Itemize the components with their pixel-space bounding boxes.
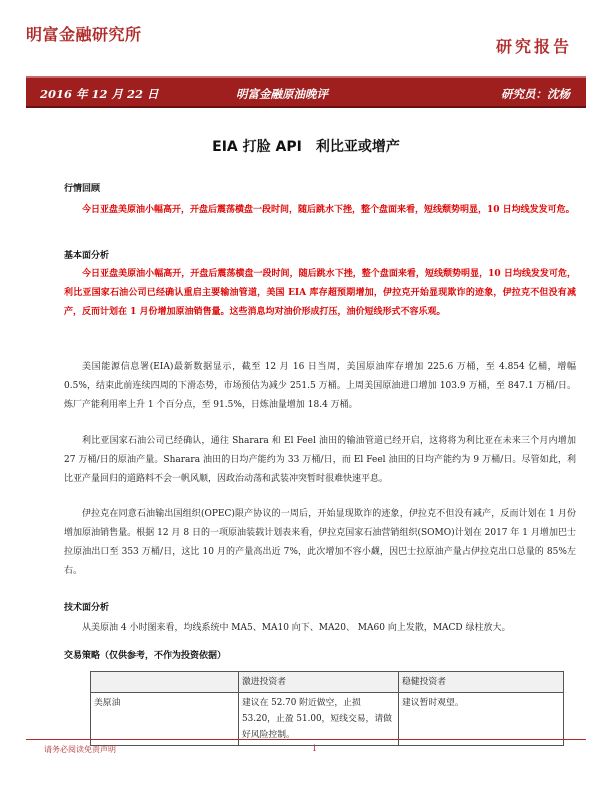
table-header-cell xyxy=(91,672,239,693)
page-number: 1 xyxy=(312,744,318,753)
fundamental-summary-paragraph: 今日亚盘美原油小幅高开，开盘后震荡横盘一段时间，随后跳水下挫，整个盘面来看，短线颓势明显，10 日均线发发可危，利比亚国家石油公司已经确认重启主要输油管道，美国 EIA 库存超预期增加，伊拉克开始显现欺诈的迹象，伊拉克不但没有减产，反而计划在 1 月份增加原油销售量。这些消息均对油价形成打压，油价短线形式不容乐观。 xyxy=(64,269,576,317)
table-cell-aggressive: 建议在 52.70 附近做空，止损 53.20，止盈 51.00，短线交易，请做好风险控制。 xyxy=(239,693,399,746)
section-heading-fundamental: 基本面分析 xyxy=(64,251,110,261)
report-date: 2016 年 12 月 22 日 xyxy=(40,87,159,101)
table-cell-instrument: 美原油 xyxy=(91,693,239,746)
libya-paragraph: 利比亚国家石油公司已经确认，通往 Sharara 和 El Feel 油田的输油管道已经开启，这将将为利比亚在未来三个月内增加 27 万桶/日的原油产量。Sharara 油田的日均产能约为 33 万桶/日，而 El Feel 油田的日均产能约为 9 万桶/日。尽管如此，利比亚产量回归的道路料不会一帆风顺，因政治动荡和武装冲突暂时很难快速平息。 xyxy=(64,436,576,484)
analyst-name: 研究员：沈杨 xyxy=(501,87,570,101)
section-heading-strategy: 交易策略（仅供参考，不作为投资依据） xyxy=(64,651,227,661)
table-header-cell: 激进投资者 xyxy=(239,672,399,693)
technical-paragraph: 从美原油 4 小时图来看，均线系统中 MA5、MA10 向下、MA20、 MA60 向上发散，MACD 绿柱放大。 xyxy=(82,623,511,633)
table-row xyxy=(91,693,564,746)
disclaimer-note: 请务必阅读免责声明 xyxy=(44,745,116,754)
iraq-paragraph: 伊拉克在同意石油输出国组织(OPEC)限产协议的一周后，开始显现欺诈的迹象，伊拉克不但没有减产，反而计划在 1 月份增加原油销售量。根据 12 月 8 日的一项原油装载计划表来看，伊拉克国家石油营销组织(SOMO)计划在 2017 年 1 月增加巴士拉原油出口至 353 万桶/日，这比 10 月的产量高出近 7%，此次增加不容小觑，因巴士拉原油产量占伊拉克出口总量的 85%左右。 xyxy=(64,509,576,576)
strategy-table xyxy=(90,671,564,746)
header-band xyxy=(26,76,586,108)
report-type-label: 研究报告 xyxy=(495,37,572,56)
table-cell-conservative: 建议暂时观望。 xyxy=(399,693,564,746)
table-header-cell: 稳健投资者 xyxy=(399,672,564,693)
review-paragraph: 今日亚盘美原油小幅高开，开盘后震荡横盘一段时间，随后跳水下挫，整个盘面来看，短线颓势明显，10 日均线发发可危。 xyxy=(82,205,575,215)
table-header-row xyxy=(91,672,564,693)
report-name: 明富金融原油晚评 xyxy=(236,87,328,101)
company-logo: 明富金融研究所 xyxy=(26,25,142,44)
eia-paragraph: 美国能源信息署(EIA)最新数据显示，截至 12 月 16 日当周，美国原油库存增加 225.6 万桶，至 4.854 亿桶，增幅 0.5%，结束此前连续四周的下滑态势，市场预估为减少 251.5 万桶。上周美国原油进口增加 103.9 万桶，至 847.1 万桶/日。炼厂产能利用率上升 1 个百分点，至 91.5%，日炼油量增加 18.4 万桶。 xyxy=(64,362,576,410)
footer-divider xyxy=(26,739,586,740)
document-title: EIA 打脸 API 利比亚或增产 xyxy=(212,139,400,155)
section-heading-technical: 技术面分析 xyxy=(64,603,110,613)
section-heading-review: 行情回顾 xyxy=(64,184,101,194)
